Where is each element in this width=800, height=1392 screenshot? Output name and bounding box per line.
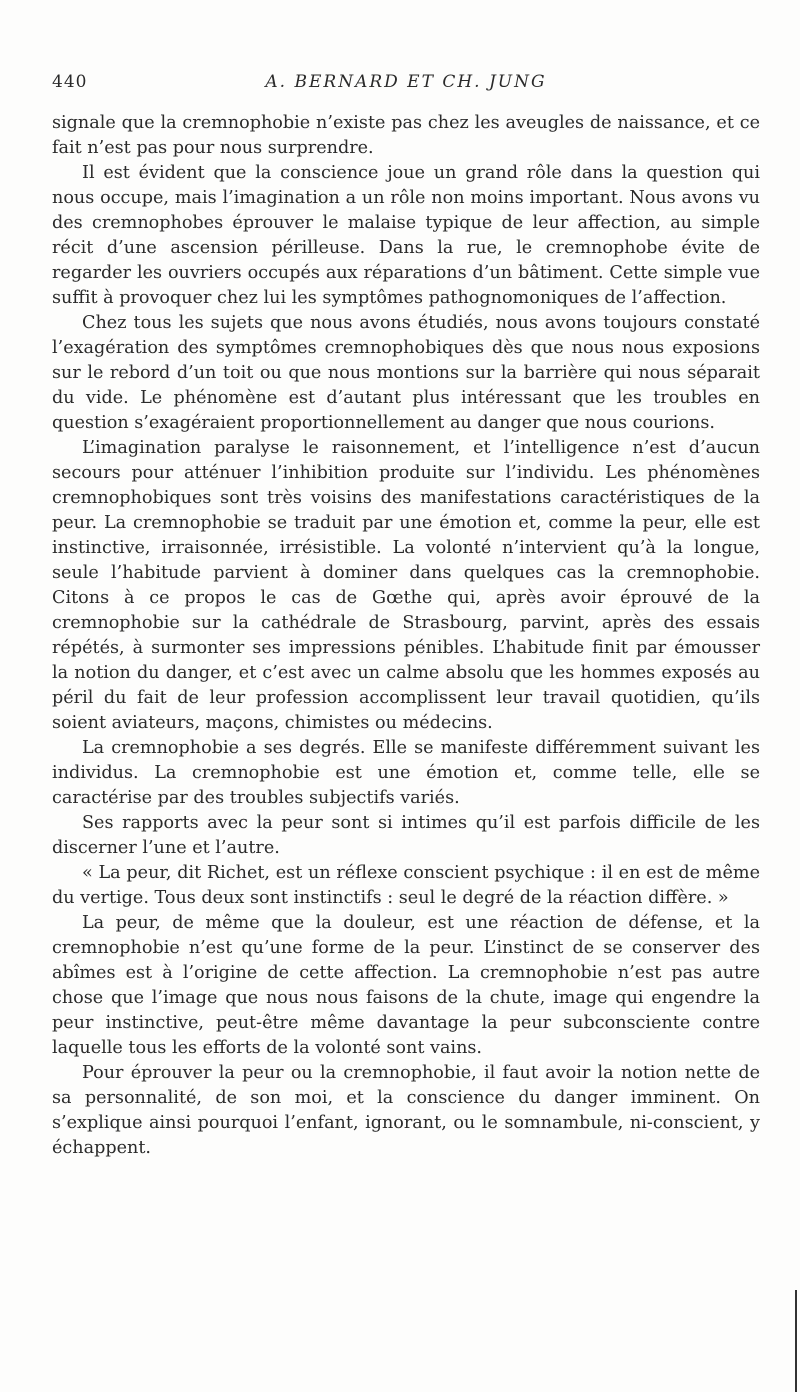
paragraph-7: « La peur, dit Richet, est un réflexe conscient psychique : il en est de même du vertige. Tous deux sont instinctifs : seul le degré de la réaction diffère. »	[52, 863, 760, 908]
running-title: A. BERNARD ET CH. JUNG	[265, 72, 547, 92]
paragraph-4: L’imagination paralyse le raisonnement, et l’intelligence n’est d’aucun secours pour atténuer l’inhibition produite sur l’individu. Les phénomènes cremnophobiques sont très voisins des manifestations caractéristiques de la peur. La cremnophobie se traduit par une émotion et, comme la peur, elle est instinctive, irraisonnée, irrésistible. La volonté n’intervient qu’à la longue, seule l’habitude parvient à dominer dans quelques cas la cremnophobie. Citons à ce propos le cas de Gœthe qui, après avoir éprouvé de la cremnophobie sur la cathédrale de Strasbourg, parvint, après des essais répétés, à surmonter ses impressions pénibles. L’habitude finit par émousser la notion du danger, et c’est avec un calme absolu que les hommes exposés au péril du fait de leur profession accomplissent leur travail quotidien, qu’ils soient aviateurs, maçons, chimistes ou médecins.	[52, 438, 760, 733]
paragraph-1: signale que la cremnophobie n’existe pas chez les aveugles de naissance, et ce fait n’est pas pour nous surprendre.	[52, 113, 760, 158]
page-number: 440	[52, 72, 88, 92]
paragraph-5: La cremnophobie a ses degrés. Elle se manifeste différemment suivant les individus. La cremnophobie est une émotion et, comme telle, elle se caractérise par des troubles subjectifs variés.	[52, 738, 760, 808]
body-text	[52, 111, 760, 1161]
scan-edge-line	[795, 1290, 797, 1392]
paragraph-2: Il est évident que la conscience joue un grand rôle dans la question qui nous occupe, mais l’imagination a un rôle non moins important. Nous avons vu des cremnophobes éprouver le malaise typique de leur affection, au simple récit d’une ascension périlleuse. Dans la rue, le cremnophobe évite de regarder les ouvriers occupés aux réparations d’un bâtiment. Cette simple vue suffit à provoquer chez lui les symptômes pathognomoniques de l’affection.	[52, 163, 760, 308]
paragraph-3: Chez tous les sujets que nous avons étudiés, nous avons toujours constaté l’exagération des symptômes cremnophobiques dès que nous nous exposions sur le rebord d’un toit ou que nous montions sur la barrière qui nous séparait du vide. Le phénomène est d’autant plus intéressant que les troubles en question s’exagéraient proportionnellement au danger que nous courions.	[52, 313, 760, 433]
paragraph-6: Ses rapports avec la peur sont si intimes qu’il est parfois difficile de les discerner l’une et l’autre.	[52, 813, 760, 858]
paragraph-8: La peur, de même que la douleur, est une réaction de défense, et la cremnophobie n’est qu’une forme de la peur. L’instinct de se conserver des abîmes est à l’origine de cette affection. La cremnophobie n’est pas autre chose que l’image que nous nous faisons de la chute, image qui engendre la peur instinctive, peut-être même davantage la peur subconsciente contre laquelle tous les efforts de la volonté sont vains.	[52, 913, 760, 1058]
running-head	[52, 72, 760, 100]
paragraph-9: Pour éprouver la peur ou la cremnophobie, il faut avoir la notion nette de sa personnalité, de son moi, et la conscience du danger imminent. On s’explique ainsi pourquoi l’enfant, ignorant, ou le somnambule, ni-conscient, y échappent.	[52, 1063, 760, 1158]
